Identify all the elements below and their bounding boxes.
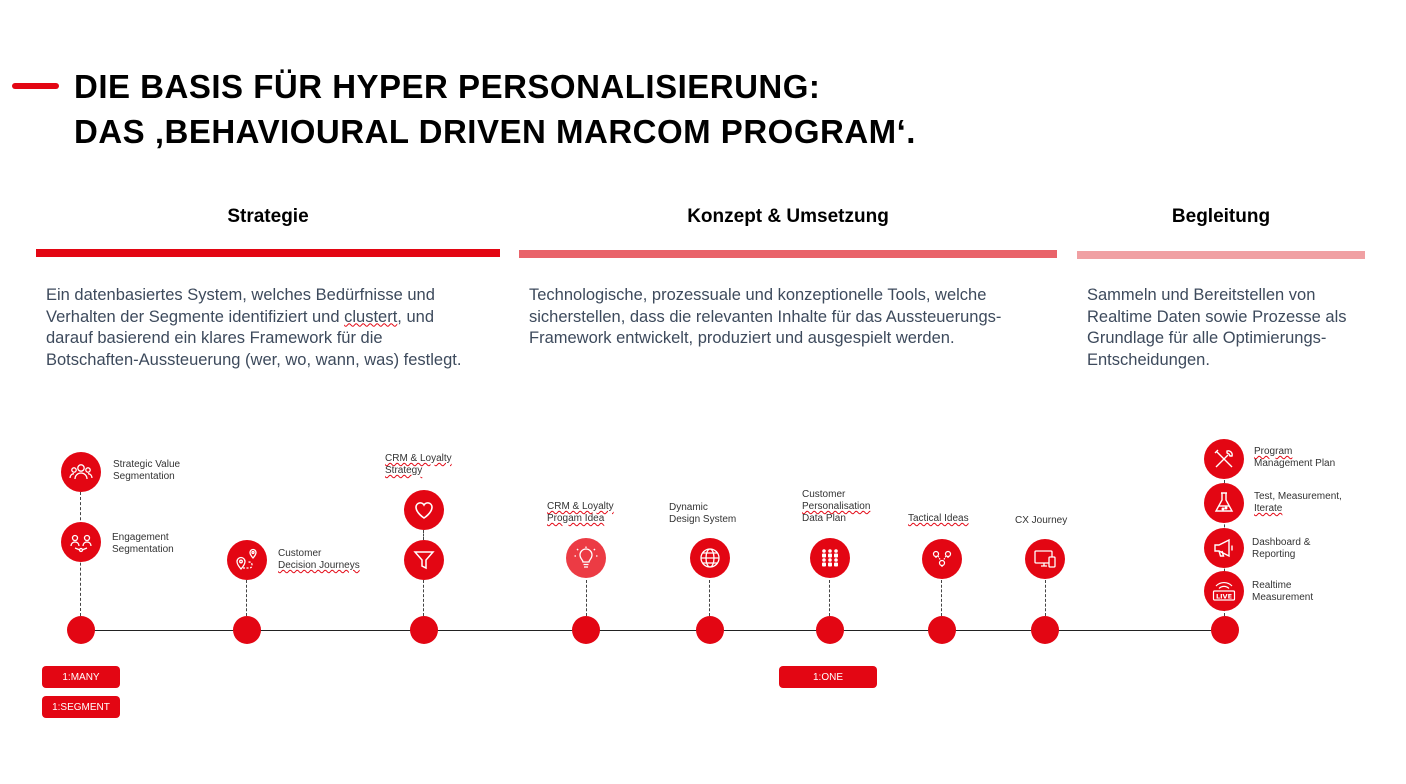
label-strategic-value: Strategic Value Segmentation <box>113 459 181 482</box>
label-test-measure: Test, Measurement, Iterate <box>1254 491 1342 514</box>
audience-grid-icon <box>810 538 850 578</box>
timeline-node <box>410 616 438 644</box>
timeline-node <box>572 616 600 644</box>
konzept-description: Technologische, prozessuale und konzeptionelle Tools, welche sicherstellen, dass die relevanten Inhalte für das Aussteuerungs-Framework entwickelt, produziert und ausgespielt werden. <box>529 286 1002 347</box>
timeline-node <box>928 616 956 644</box>
map-pin-route-icon <box>227 540 267 580</box>
label-customer-journeys: Customer Decision Journeys <box>278 548 360 571</box>
stem-crm-idea <box>586 580 587 616</box>
begleitung-bar <box>1077 251 1365 259</box>
stem-dynamic-design <box>709 580 710 616</box>
label-tactical-ideas: Tactical Ideas <box>908 513 969 524</box>
stem-cx <box>1045 580 1046 616</box>
live-broadcast-icon <box>1204 571 1244 611</box>
label-crm-idea: CRM & Loyalty Progam Idea <box>547 501 614 524</box>
label-dynamic-design: Dynamic Design System <box>669 502 737 525</box>
badge-one-to-one: 1:ONE <box>779 666 877 688</box>
label-dashboard: Dashboard & Reporting <box>1252 537 1311 560</box>
page-title-line-1: DIE BASIS FÜR HYPER PERSONALISIERUNG: <box>74 68 821 105</box>
heart-icon <box>404 490 444 530</box>
design-globe-icon <box>690 538 730 578</box>
timeline-node <box>696 616 724 644</box>
flask-icon <box>1204 483 1244 523</box>
people-group-icon <box>61 452 101 492</box>
timeline-node <box>1031 616 1059 644</box>
column-heading-konzept: Konzept & Umsetzung <box>687 206 889 227</box>
timeline-node <box>233 616 261 644</box>
lightbulb-icon <box>566 538 606 578</box>
label-personalisation: Customer Personalisation Data Plan <box>802 489 871 524</box>
column-heading-strategie: Strategie <box>227 206 309 227</box>
user-network-icon <box>61 522 101 562</box>
stem-journeys <box>246 580 247 616</box>
stem-personalisation <box>829 580 830 616</box>
title-accent-dash <box>12 83 59 89</box>
page-title-line-2: DAS ‚BEHAVIOURAL DRIVEN MARCOM PROGRAM‘. <box>74 113 916 150</box>
timeline-node <box>67 616 95 644</box>
label-program-mgmt: Program Management Plan <box>1254 446 1336 469</box>
ideas-bulbs-icon <box>922 539 962 579</box>
timeline-node <box>816 616 844 644</box>
svg-text:LIVE: LIVE <box>1215 592 1233 601</box>
timeline-node <box>1211 616 1239 644</box>
tools-icon <box>1204 439 1244 479</box>
funnel-icon <box>404 540 444 580</box>
label-realtime: Realtime Measurement <box>1252 580 1314 603</box>
begleitung-description: Sammeln und Bereitstellen von Realtime Daten sowie Prozesse als Grundlage für alle Optimierungs-Entscheidungen. <box>1087 286 1347 369</box>
konzept-bar <box>519 250 1057 258</box>
multi-device-icon <box>1025 539 1065 579</box>
label-crm-strategy: CRM & Loyalty Strategy <box>385 453 452 476</box>
column-heading-begleitung: Begleitung <box>1171 206 1271 227</box>
strategie-bar <box>36 249 500 257</box>
label-engagement: Engagement Segmentation <box>112 532 174 555</box>
badge-one-to-many: 1:MANY <box>42 666 120 688</box>
strategie-description: Ein datenbasiertes System, welches Bedürfnisse und Verhalten der Segmente identifiziert und clustert, und darauf basierend ein klares Framework für die Botschaften-Aussteuerung (wer, wo, wann, was) festlegt. <box>46 286 462 369</box>
stem-heart-funnel <box>423 530 424 540</box>
megaphone-icon <box>1204 528 1244 568</box>
label-cx-journey: CX Journey <box>1015 515 1068 526</box>
stem-tactical <box>941 580 942 616</box>
stem-crm-strategy <box>423 580 424 616</box>
badge-one-to-segment: 1:SEGMENT <box>42 696 120 718</box>
